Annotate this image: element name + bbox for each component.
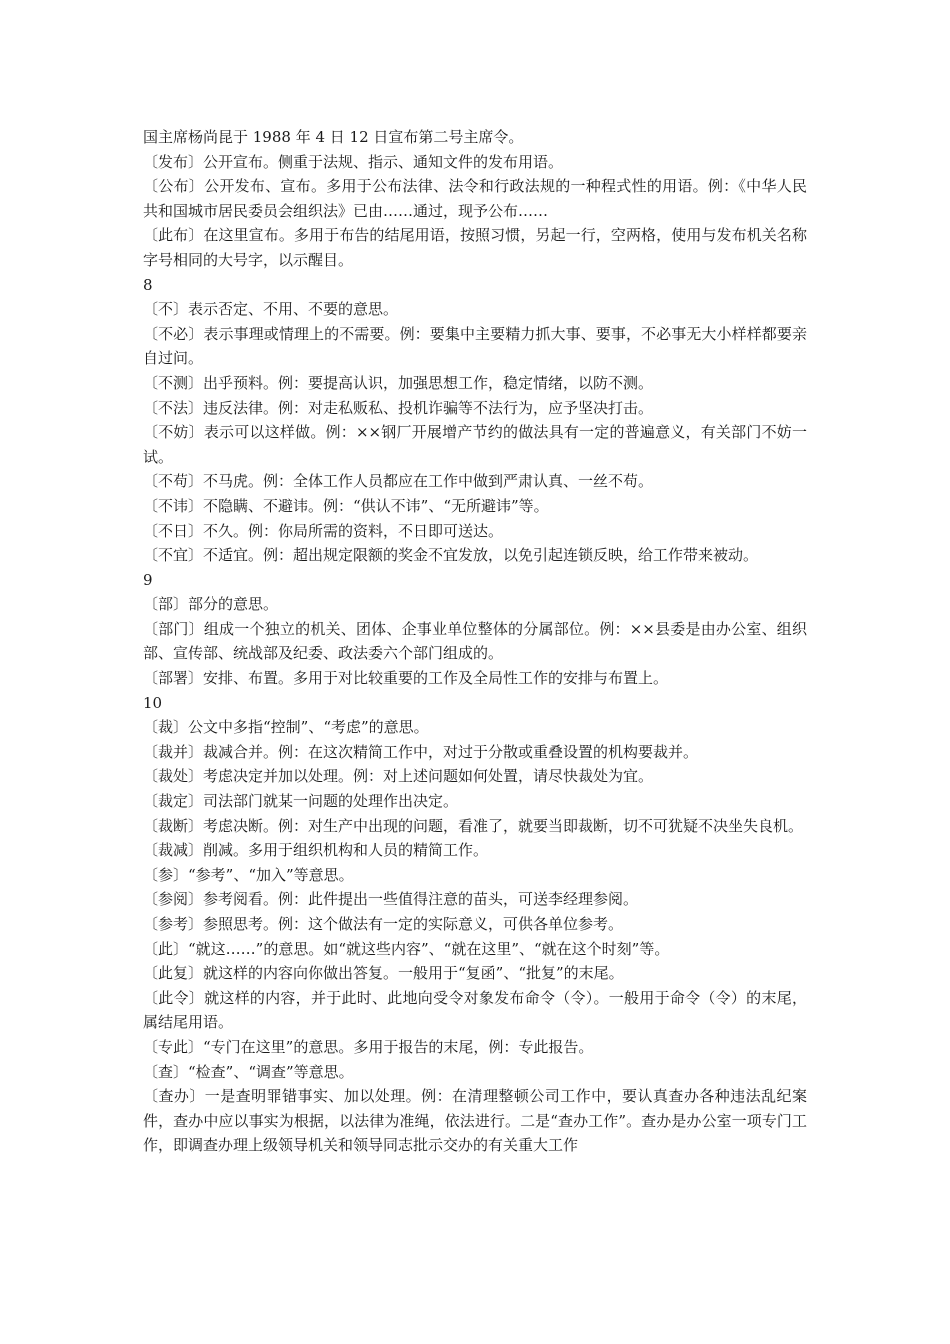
- paragraph: 国主席杨尚昆于 1988 年 4 日 12 日宣布第二号主席令。: [143, 128, 524, 146]
- entry-caiduan: 〔裁断〕考虑决断。例：对生产中出现的问题，看准了，就要当即裁断，切不可犹疑不决坐失良机。: [143, 816, 804, 835]
- document-page: [143, 125, 807, 1158]
- entry-bumen: 〔部门〕组成一个独立的机关、团体、企事业单位整体的分属部位。例：××县委是由办公室、组织部、宣传部、统战部及纪委、政法委六个部门组成的。: [143, 619, 807, 663]
- entry-cai: 〔裁〕公文中多指“控制”、“考虑”的意思。: [143, 718, 429, 737]
- entry-cankao: 〔参考〕参照思考。例：这个做法有一定的实际意义，可供各单位参考。: [143, 915, 624, 933]
- entry-caichu: 〔裁处〕考虑决定并加以处理。例：对上述问题如何处置，请尽快裁处为宜。: [143, 767, 654, 786]
- entry-ciling: 〔此令〕就这样的内容，并于此时、此地向受令对象发布命令（令）。一般用于命令（令）的末尾，属结尾用语。: [143, 988, 807, 1032]
- entry-bushu: 〔部署〕安排、布置。多用于对比较重要的工作及全局性工作的安排与布置上。: [143, 669, 669, 688]
- entry-buyi: 〔不宜〕不适宜。例：超出规定限额的奖金不宜发放，以免引起连锁反映，给工作带来被动。: [143, 546, 759, 565]
- section-number: 8: [143, 275, 153, 294]
- entry-cha: 〔查〕“检查”、“调查”等意思。: [143, 1062, 354, 1081]
- entry-bu: 〔不〕表示否定、不用、不要的意思。: [143, 300, 399, 319]
- section-number: 9: [143, 570, 153, 589]
- entry-buce: 〔不测〕出乎预料。例：要提高认识，加强思想工作，稳定情绪，以防不测。: [143, 373, 654, 392]
- entry-gongbu: 〔公布〕公开发布、宣布。多用于公布法律、法令和行政法规的一种程式性的用语。例：《中华人民共和国城市居民委员会组织法》已由……通过，现予公布……: [143, 177, 807, 220]
- section-number: 10: [143, 693, 163, 712]
- entry-zhuanci: 〔专此〕“专门在这里”的意思。多用于报告的末尾，例：专此报告。: [143, 1037, 594, 1056]
- entry-buri: 〔不日〕不久。例：你局所需的资料，不日即可送达。: [143, 521, 504, 540]
- entry-bugou: 〔不苟〕不马虎。例：全体工作人员都应在工作中做到严肃认真、一丝不苟。: [143, 472, 654, 491]
- entry-caijian: 〔裁减〕削减。多用于组织机构和人员的精简工作。: [143, 841, 489, 860]
- entry-caibing: 〔裁并〕裁减合并。例：在这次精简工作中，对过于分散或重叠设置的机构要裁并。: [143, 742, 699, 761]
- entry-bufa: 〔不法〕违反法律。例：对走私贩私、投机诈骗等不法行为，应予坚决打击。: [143, 398, 654, 417]
- entry-bubi: 〔不必〕表示事理或情理上的不需要。例：要集中主要精力抓大事、要事，不必事无大小样样都要亲自过问。: [143, 324, 807, 368]
- entry-buhui: 〔不讳〕不隐瞒、不避讳。例：“供认不讳”、“无所避讳”等。: [143, 496, 549, 515]
- entry-cibu: 〔此布〕在这里宣布。多用于布告的结尾用语，按照习惯，另起一行，空两格，使用与发布机关名称字号相同的大号字，以示醒目。: [143, 226, 807, 269]
- entry-fabu: 〔发布〕公开宣布。侧重于法规、指示、通知文件的发布用语。: [143, 152, 564, 171]
- entry-canyue: 〔参阅〕参考阅看。例：此件提出一些值得注意的苗头，可送李经理参阅。: [143, 890, 639, 909]
- entry-cifu: 〔此复〕就这样的内容向你做出答复。一般用于“复函”、“批复”的末尾。: [143, 964, 624, 983]
- entry-caiding: 〔裁定〕司法部门就某一问题的处理作出决定。: [143, 792, 459, 811]
- entry-bufang: 〔不妨〕表示可以这样做。例：××钢厂开展增产节约的做法具有一定的普遍意义，有关部门不妨一试。: [143, 423, 807, 466]
- entry-can: 〔参〕“参考”、“加入”等意思。: [143, 865, 354, 884]
- entry-chaban: 〔查办〕一是查明罪错事实、加以处理。例：在清理整顿公司工作中，要认真查办各种违法乱纪案件，查办中应以事实为根据，以法律为准绳，依法进行。二是“查办工作”。查办是办公室一项专门工作，即调查办理上级领导机关和领导同志批示交办的有关重大工作: [143, 1087, 807, 1155]
- entry-ci: 〔此〕“就这……”的意思。如“就这些内容”、“就在这里”、“就在这个时刻”等。: [143, 939, 670, 958]
- entry-bu-part: 〔部〕部分的意思。: [143, 595, 279, 614]
